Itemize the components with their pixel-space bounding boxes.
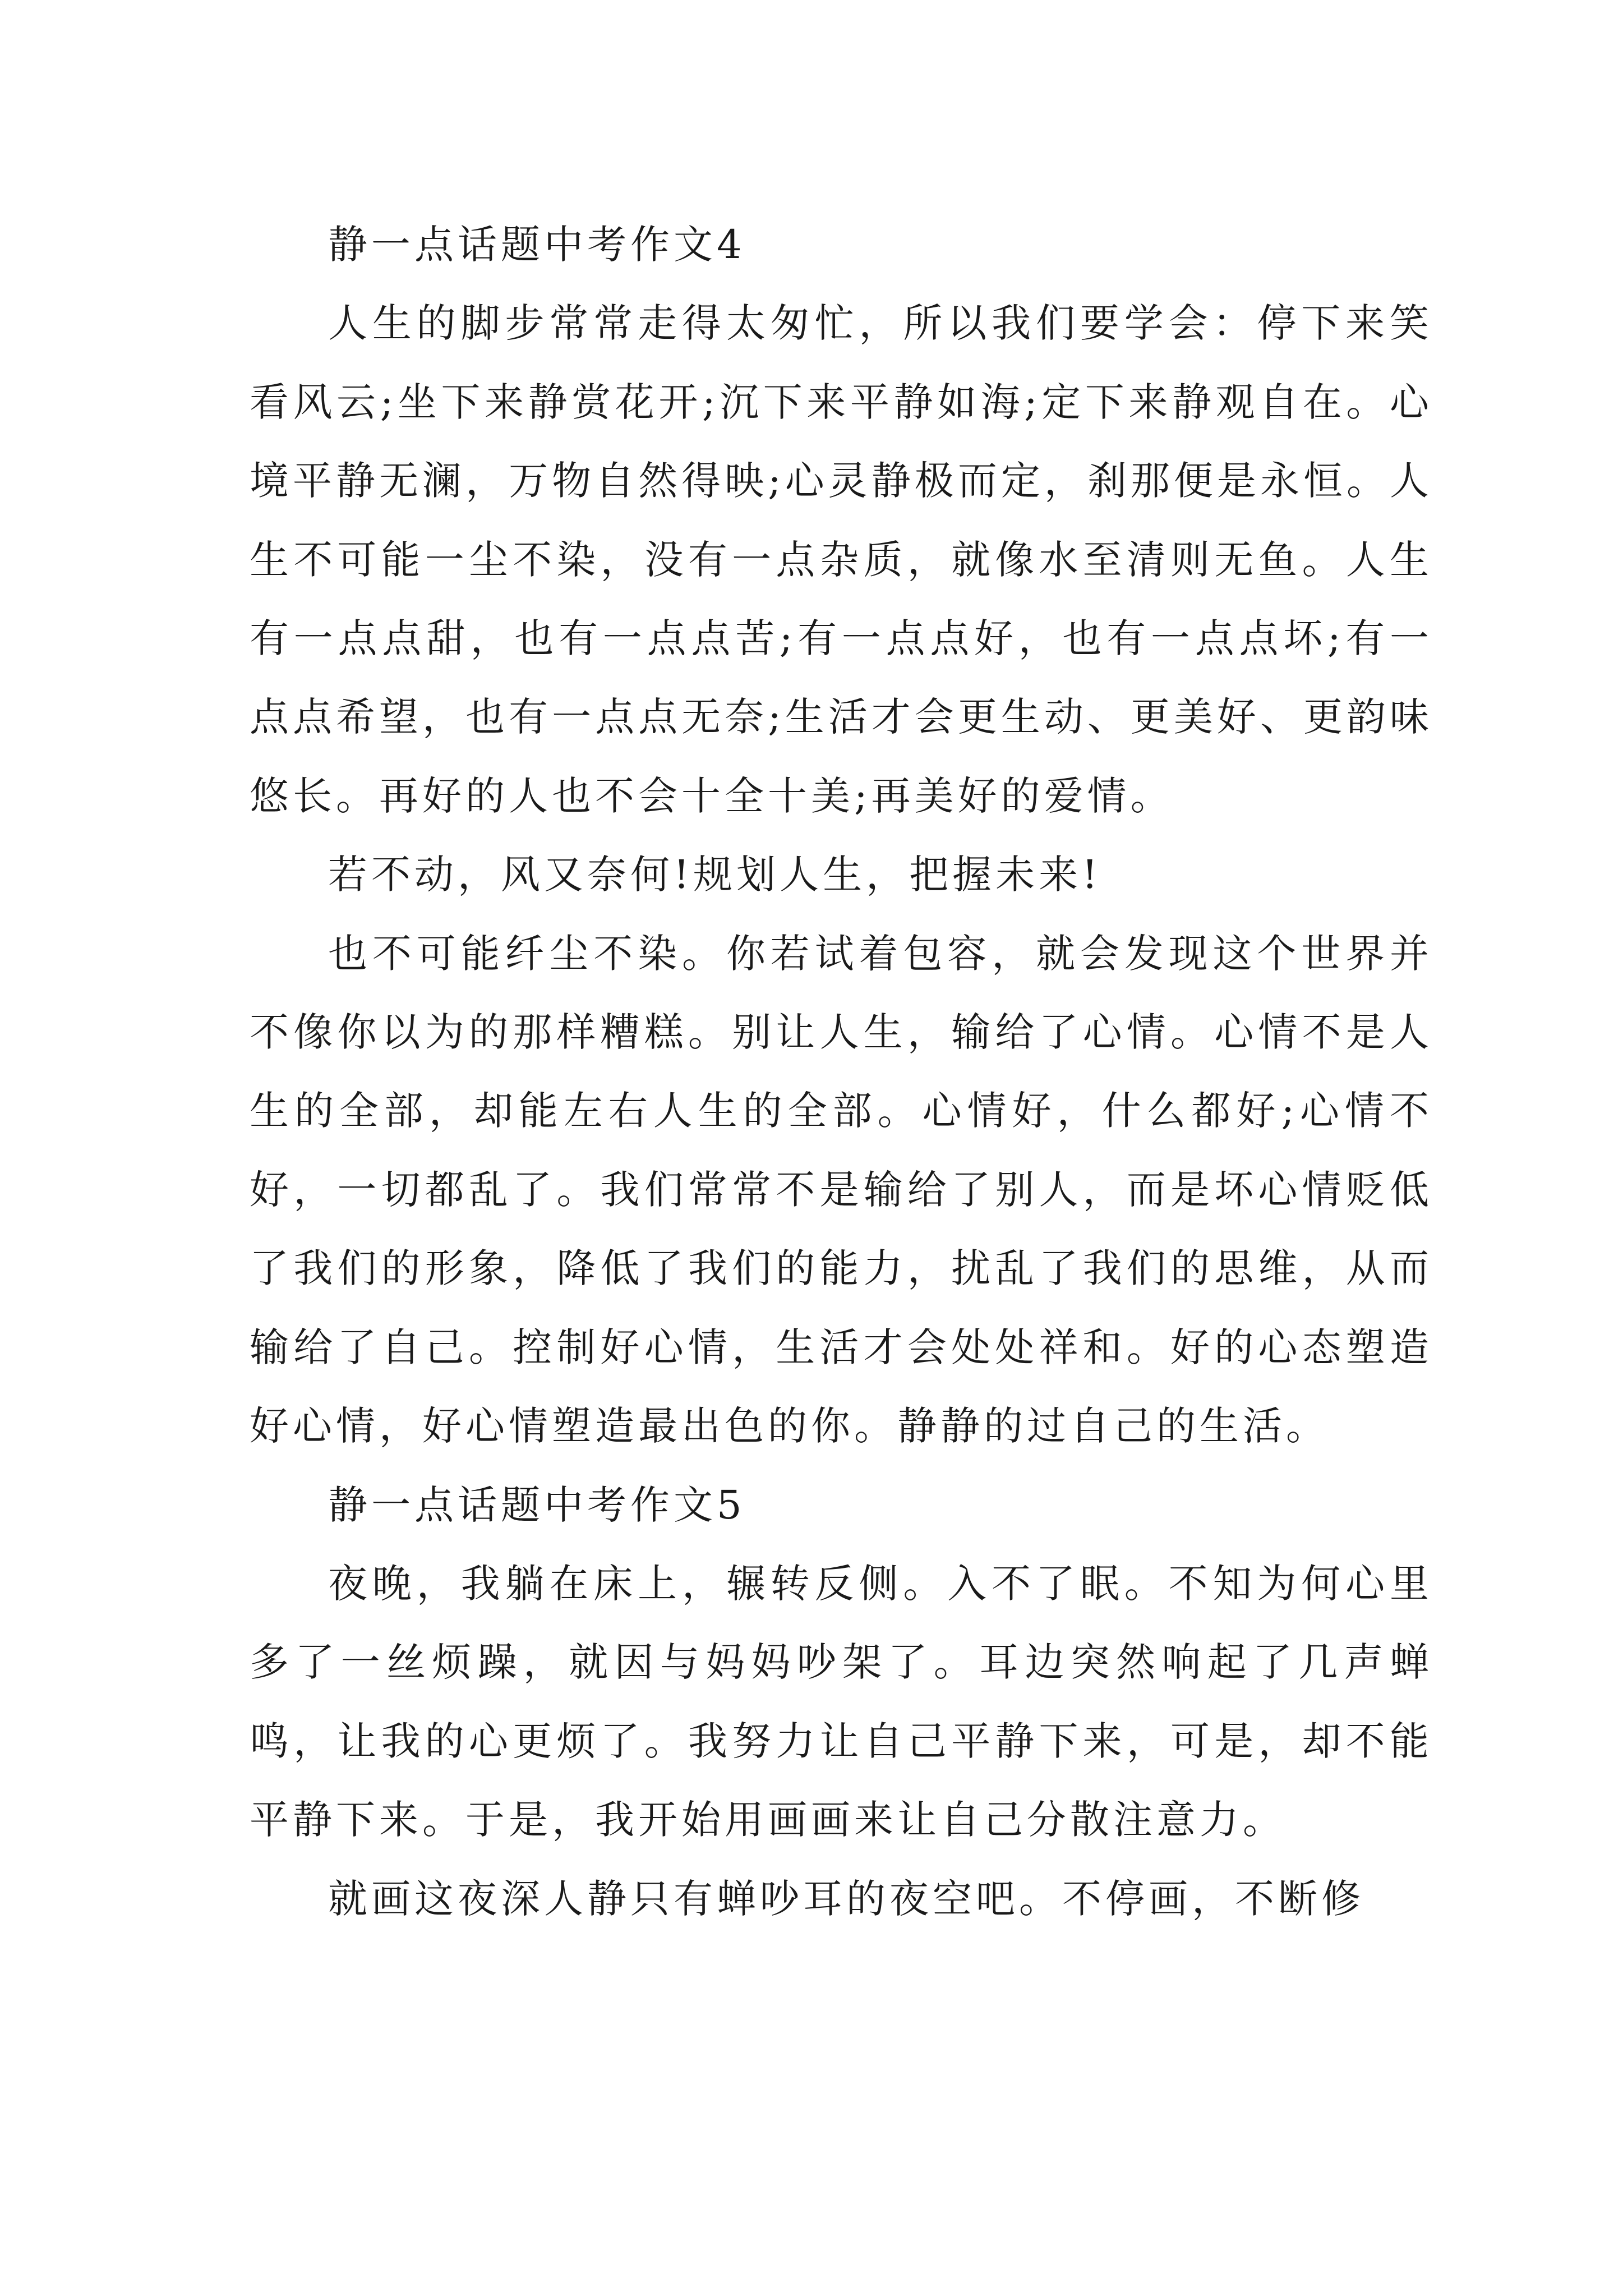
paragraph: 若不动，风又奈何!规划人生，把握未来! [328, 852, 1102, 898]
document-body [250, 205, 1433, 1938]
essay-4-title: 静一点话题中考作文4 [328, 222, 746, 268]
paragraph: 就画这夜深人静只有蝉吵耳的夜空吧。不停画，不断修 [328, 1875, 1364, 1922]
paragraph: 人生的脚步常常走得太匆忙，所以我们要学会：停下来笑看风云;坐下来静赏花开;沉下来平静如海;定下来静观自在。心境平静无澜，万物自然得映;心灵静极而定，刹那便是永恒。人生不可能一尘不染，没有一点杂质，就像水至清则无鱼。人生有一点点甜，也有一点点苦;有一点点好，也有一点点坏;有一点点希望，也有一点点无奈;生活才会更生动、更美好、更韵味悠长。再好的人也不会十全十美;再美好的爱情。 [250, 300, 1433, 819]
paragraph: 也不可能纤尘不染。你若试着包容，就会发现这个世界并不像你以为的那样糟糕。别让人生，输给了心情。心情不是人生的全部，却能左右人生的全部。心情好，什么都好;心情不好，一切都乱了。我们常常不是输给了别人，而是坏心情贬低了我们的形象，降低了我们的能力，扰乱了我们的思维，从而输给了自己。控制好心情，生活才会处处祥和。好的心态塑造好心情，好心情塑造最出色的你。静静的过自己的生活。 [250, 930, 1433, 1450]
essay-5-title: 静一点话题中考作文5 [328, 1481, 746, 1528]
paragraph: 夜晚，我躺在床上，辗转反侧。入不了眠。不知为何心里多了一丝烦躁，就因与妈妈吵架了。耳边突然响起了几声蝉鸣，让我的心更烦了。我努力让自己平静下来，可是，却不能平静下来。于是，我开始用画画来让自己分散注意力。 [250, 1560, 1433, 1843]
